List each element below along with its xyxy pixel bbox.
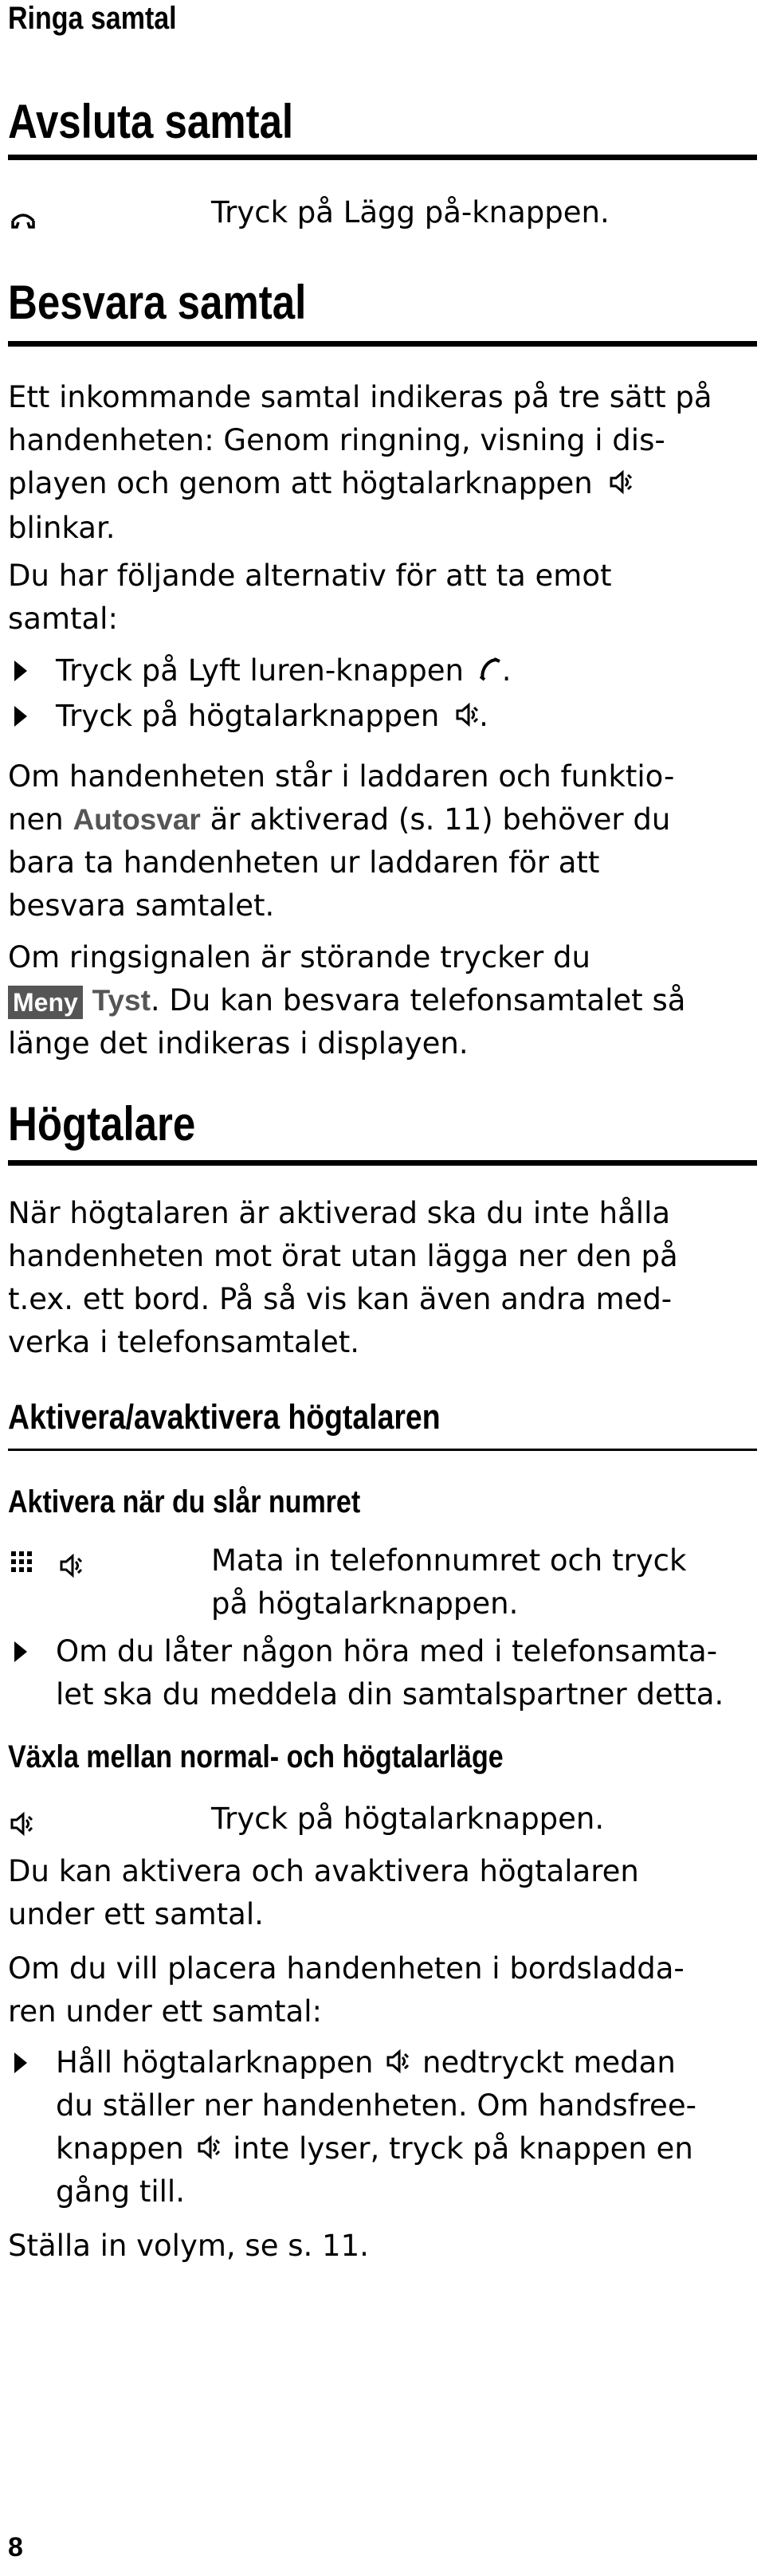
speaker-icon xyxy=(10,1806,33,1849)
bullet-text: let ska du meddela din samtalspartner detta. xyxy=(56,1677,724,1711)
subsection-title-dial xyxy=(8,1482,422,1522)
answer-options-paragraph xyxy=(8,555,757,641)
dial-instruction-text: på högtalarknappen. xyxy=(211,1586,519,1621)
autoanswer-paragraph xyxy=(8,755,757,927)
bullet-text: knappen xyxy=(56,2131,184,2166)
speaker-icon xyxy=(59,1547,83,1590)
bullet-arrow-icon xyxy=(14,1641,27,1662)
speaker-icon xyxy=(386,2043,410,2086)
text-fragment: . Du kan besvara telefonsamtalet så xyxy=(150,983,686,1017)
bullet-arrow-icon xyxy=(14,706,27,727)
end-call-icon xyxy=(10,201,37,244)
bullet-text: Tryck på högtalarknappen xyxy=(56,699,440,733)
text-line: verka i telefonsamtalet. xyxy=(8,1325,360,1359)
text-line: besvara samtalet. xyxy=(8,888,275,923)
softkey-meny: Meny xyxy=(8,986,83,1019)
silence-ringer-paragraph xyxy=(8,936,757,1065)
subsection-title-text: Växla mellan normal- och högtalarläge xyxy=(8,1739,504,1774)
bullet-inform-partner xyxy=(8,1630,757,1718)
end-call-instruction-text: Tryck på Lägg på-knappen. xyxy=(211,195,610,229)
switch-mode-instruction-text: Tryck på högtalarknappen. xyxy=(211,1802,605,1836)
speaker-paragraph xyxy=(8,1192,757,1364)
subsection-title-switch-mode xyxy=(8,1737,590,1777)
section-divider xyxy=(8,1160,757,1166)
text-line: länge det indikeras i displayen. xyxy=(8,1026,469,1061)
bullet-hold-speaker-key xyxy=(8,2041,757,2217)
bullet-text: gång till. xyxy=(56,2174,185,2209)
volume-reference xyxy=(8,2225,757,2268)
section-title-text: Högtalare xyxy=(8,1097,196,1151)
speaker-icon xyxy=(197,2129,221,2172)
section-title-toggle-speaker xyxy=(8,1396,516,1439)
text-line: Du har följande alternativ för att ta emot xyxy=(8,559,612,593)
toggle-during-call-paragraph xyxy=(8,1850,757,1936)
talk-key-icon xyxy=(478,651,502,694)
header-title: Ringa samtal xyxy=(8,1,177,36)
section-title-text: Aktivera/avaktivera högtalaren xyxy=(8,1398,441,1437)
manual-page: Ringa samtal Avsluta samtal Tryck på Lägg på-knappen. Besvara samtal Ett inkommande samtal indikeras på tre sätt på handenheten: Genom ringning, visning i dis- playen och genom att högtalarknappen blinkar. Du har följande alternativ för att ta emot samtal: Tryck på Lyft luren-knappen . Tryck på högtalarknappen . Om handenheten står i laddaren och funktio- nen Autosvar är aktiverad (s. 11) behöver du bara ta handenheten ur laddaren för att besvara samtalet. Om ringsignalen är störande trycker du Meny Tyst. Du kan besvara telefonsamtalet så länge det indikeras i displayen. Högtalare När högtalaren är aktiverad ska du inte hålla handenheten mot örat utan lägga ner den på t.ex. ett bord. På så vis kan även andra med- verka i telefonsamtalet. Aktivera/avaktivera högtalaren Aktivera när du slår numret Mata in telefonnumret och tryck på högtalarknappen. Om du låter någon höra med i telefonsamta- let ska du meddela din samtalspartner detta. Växla mellan normal- och högtalarläge Tryck på högtalarknappen. Du kan aktivera och avaktivera högtalaren under ett samtal. Om du vill placera handenheten i bordsladda- ren under ett samtal: Håll högtalarknappen nedtryckt medan du ställer ner handenheten. Om handsfree- knappen inte lyser, tryck på knappen en gång till. Ställa in volym, se s. 11. 8 xyxy=(0,0,765,2576)
text-line: handenheten mot örat utan lägga ner den på xyxy=(8,1239,678,1273)
bullet-text: du ställer ner handenheten. Om handsfree- xyxy=(56,2088,696,2123)
text-line: Om handenheten står i laddaren och funktio- xyxy=(8,759,675,794)
text-line: blinkar. xyxy=(8,510,116,545)
text-line: Du kan aktivera och avaktivera högtalaren xyxy=(8,1854,639,1888)
menu-term-autosvar: Autosvar xyxy=(73,803,201,836)
page-number: 8 xyxy=(8,2532,23,2562)
section-divider xyxy=(8,1449,757,1451)
menu-term-tyst: Tyst xyxy=(92,984,151,1017)
text-line: Om du vill placera handenheten i bordsladda- xyxy=(8,1951,685,1986)
text-line: handenheten: Genom ringning, visning i dis- xyxy=(8,423,665,457)
keypad-icon xyxy=(10,1547,38,1590)
text-line: samtal: xyxy=(8,602,118,636)
text-line: playen och genom att högtalarknappen xyxy=(8,466,593,500)
bullet-text: nedtryckt medan xyxy=(422,2045,676,2080)
section-title-end-call xyxy=(8,94,343,150)
text-line: När högtalaren är aktiverad ska du inte hålla xyxy=(8,1196,671,1230)
section-title-answer-call xyxy=(8,275,359,331)
text-line: bara ta handenheten ur laddaren för att xyxy=(8,845,600,880)
section-divider xyxy=(8,155,757,160)
section-title-text: Avsluta samtal xyxy=(8,95,294,148)
bullet-arrow-icon xyxy=(14,2053,27,2073)
text-line: under ett samtal. xyxy=(8,1897,264,1931)
text-fragment: nen xyxy=(8,802,64,837)
bullet-text: Om du låter någon höra med i telefonsamta- xyxy=(56,1634,718,1668)
bullet-text: Håll högtalarknappen xyxy=(56,2045,374,2080)
speaker-icon xyxy=(609,464,633,507)
text-line: Ett inkommande samtal indikeras på tre sätt på xyxy=(8,380,712,414)
dial-instruction-row xyxy=(8,1539,757,1627)
dial-instruction-text: Mata in telefonnumret och tryck xyxy=(211,1543,687,1578)
speaker-icon xyxy=(455,696,479,739)
answer-intro-paragraph xyxy=(8,376,757,550)
bullet-text: inte lyser, tryck på knappen en xyxy=(233,2131,693,2166)
bullet-text: Tryck på Lyft luren-knappen xyxy=(56,653,464,688)
text-line: Om ringsignalen är störande trycker du xyxy=(8,940,590,974)
section-title-text: Besvara samtal xyxy=(8,276,307,329)
section-title-speaker xyxy=(8,1096,229,1152)
section-divider xyxy=(8,341,757,347)
desk-charger-paragraph xyxy=(8,1947,757,2033)
text-line: Ställa in volym, se s. 11. xyxy=(8,2229,369,2263)
text-line: t.ex. ett bord. På så vis kan även andra med- xyxy=(8,1282,673,1316)
page-header xyxy=(8,0,206,37)
text-line: ren under ett samtal: xyxy=(8,1994,322,2029)
bullet-arrow-icon xyxy=(14,661,27,681)
text-fragment: är aktiverad (s. 11) behöver du xyxy=(210,802,671,837)
subsection-title-text: Aktivera när du slår numret xyxy=(8,1484,361,1519)
